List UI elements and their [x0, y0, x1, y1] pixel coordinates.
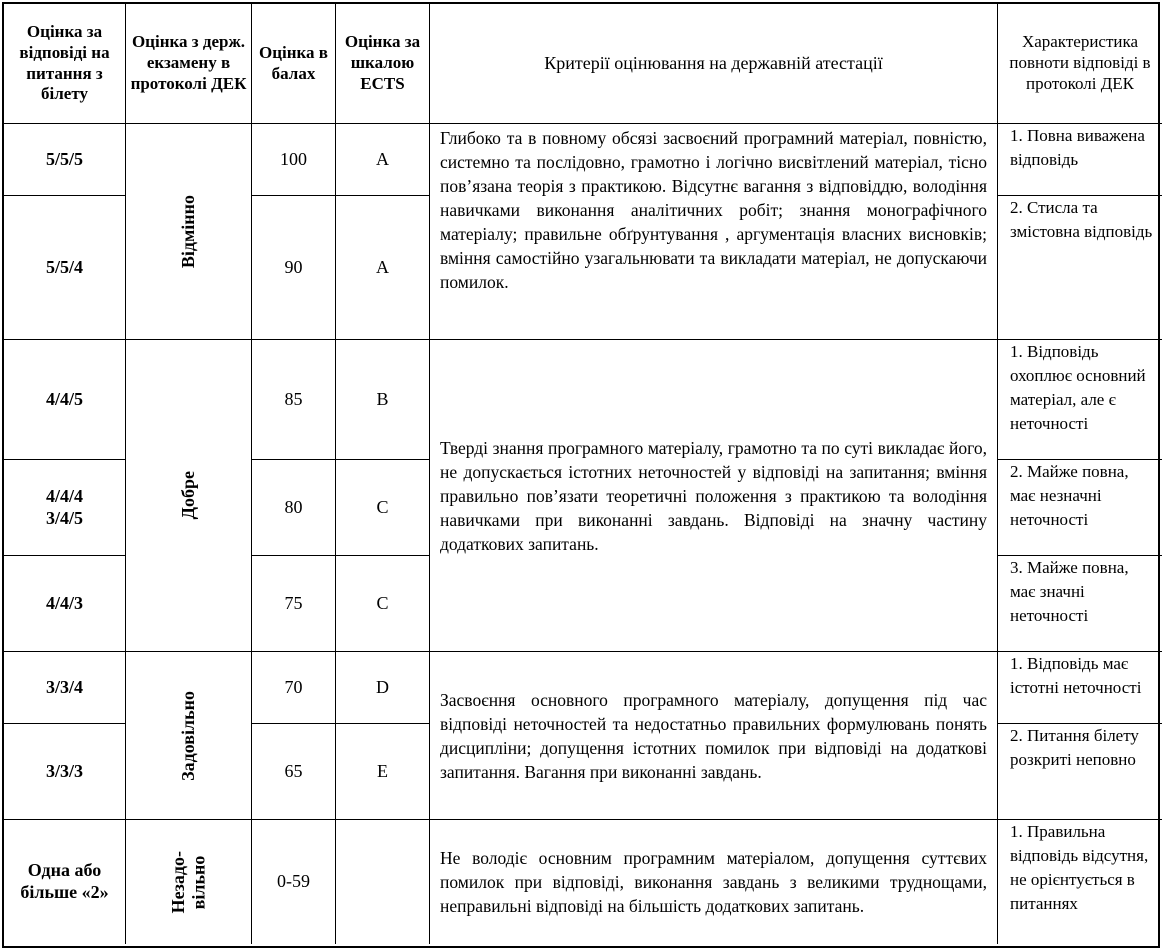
characteristics-cell	[998, 124, 1162, 340]
answers-cell: 3/3/3	[4, 724, 126, 820]
grading-criteria-table	[2, 2, 1160, 948]
characteristics-cell	[998, 652, 1162, 820]
characteristic-item: 3. Майже повна, має значні неточності	[1010, 558, 1129, 625]
ects-cell: D	[336, 652, 430, 724]
criteria-cell	[430, 820, 998, 944]
criteria-cell	[430, 652, 998, 820]
points-cell: 85	[252, 340, 336, 460]
answers-cell: 4/4/5	[4, 340, 126, 460]
characteristic-item: 2. Майже повна, має незначні неточності	[998, 460, 1162, 556]
header-characteristics: Характеристика повноти відповіді в протоколі ДЕК	[998, 4, 1162, 124]
points-cell: 100	[252, 124, 336, 196]
answers-cell: 4/4/4 3/4/5	[4, 460, 126, 556]
characteristic-item: 1. Відповідь має істотні неточності	[998, 652, 1162, 724]
answers-cell: 5/5/4	[4, 196, 126, 340]
ects-cell	[336, 820, 430, 944]
characteristic-item: 2. Стисла та змістовна відповідь	[1010, 198, 1153, 241]
grade-cell	[126, 652, 252, 820]
ects-cell: B	[336, 340, 430, 460]
header-ects: Оцінка за шкалою ECTS	[336, 4, 430, 124]
grade-cell	[126, 340, 252, 652]
characteristic-item: 1. Відповідь охоплює основний матеріал, але є неточності	[998, 340, 1162, 460]
ects-cell: C	[336, 556, 430, 652]
points-cell: 90	[252, 196, 336, 340]
points-cell: 70	[252, 652, 336, 724]
header-points: Оцінка в балах	[252, 4, 336, 124]
characteristic-item: 1. Правильна відповідь відсутня, не орієнтується в питаннях	[1010, 822, 1149, 913]
characteristics-cell	[998, 340, 1162, 652]
ects-cell: C	[336, 460, 430, 556]
points-cell: 75	[252, 556, 336, 652]
criteria-text: Тверді знання програмного матеріалу, грамотно та по суті викладає його, не допускається істотних неточностей у відповіді на запитання; вміння правильно пов’язати теоретичні положення з практикою та володіння навичками при виконанні завдань. Відповіді на значну частину додаткових запитань.	[440, 437, 987, 554]
header-answers: Оцінка за відповіді на питання з білету	[4, 4, 126, 124]
points-cell: 0-59	[252, 820, 336, 944]
ects-cell: E	[336, 724, 430, 820]
grade-label: Незадо- вільно	[167, 850, 209, 914]
points-cell: 80	[252, 460, 336, 556]
header-exam-grade: Оцінка з держ. екзамену в протоколі ДЕК	[126, 4, 252, 124]
criteria-text: Глибоко та в повному обсязі засвоєний програмний матеріал, повністю, системно та послідовно, грамотно і логічно висвітлений матеріал, тісно пов’язана теорія з практикою. Відсутнє вагання з відповіддю, володіння навичками виконання аналітичних робіт; знання монографічного матеріалу; правильне обґрунтування , аргументація власних висновків; вміння самостійно узагальнювати та викладати матеріал, не допускаючи помилок.	[440, 128, 987, 292]
characteristics-cell	[998, 820, 1162, 944]
answers-cell: Одна або більше «2»	[4, 820, 126, 944]
answers-cell: 4/4/3	[4, 556, 126, 652]
characteristic-item: 1. Повна виважена відповідь	[998, 124, 1162, 196]
criteria-cell	[430, 340, 998, 652]
characteristic-item: 2. Питання білету розкриті неповно	[1010, 726, 1139, 769]
answers-cell: 5/5/5	[4, 124, 126, 196]
criteria-cell	[430, 124, 998, 340]
answers-cell: 3/3/4	[4, 652, 126, 724]
grade-cell	[126, 820, 252, 944]
criteria-text: Засвоєння основного програмного матеріалу, допущення під час відповіді неточностей та недостатньо правильних формулювань понять дисципліни; допущення істотних помилок при відповіді на додаткові запитання. Вагання при виконанні завдань.	[440, 689, 987, 782]
grade-label: Добре	[178, 471, 199, 520]
points-cell: 65	[252, 724, 336, 820]
ects-cell: A	[336, 124, 430, 196]
grade-label: Відмінно	[178, 194, 199, 269]
grade-cell	[126, 124, 252, 340]
criteria-text: Не володіє основним програмним матеріалом, допущення суттєвих помилок при відповіді, виконання завдань з великими труднощами, неправильні відповіді на більшість додаткових запитань.	[440, 848, 987, 916]
header-criteria: Критерії оцінювання на державній атестації	[430, 4, 998, 124]
ects-cell: A	[336, 196, 430, 340]
grade-label: Задовільно	[178, 690, 199, 781]
